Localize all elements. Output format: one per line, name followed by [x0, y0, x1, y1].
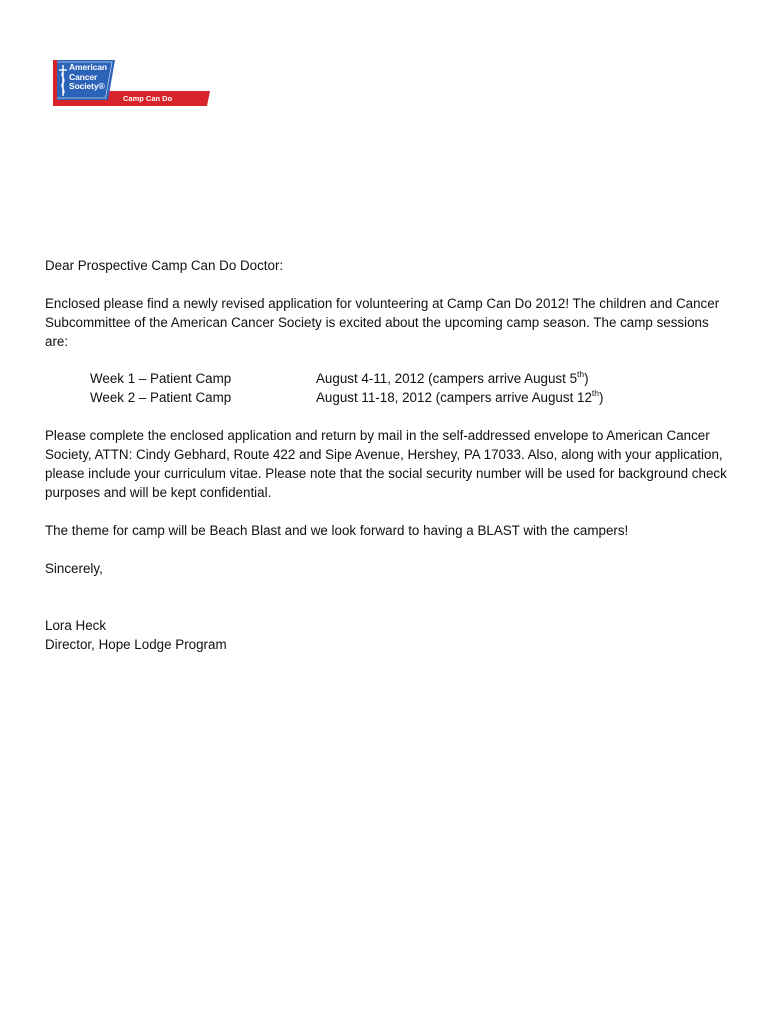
- session-dates-close: ): [584, 371, 589, 386]
- salutation: Dear Prospective Camp Can Do Doctor:: [45, 258, 284, 273]
- logo-program-name: Camp Can Do: [123, 94, 173, 103]
- session-row: [90, 369, 603, 388]
- theme-paragraph: The theme for camp will be Beach Blast and we look forward to having a BLAST with the campers!: [45, 523, 629, 538]
- signer-title: Director, Hope Lodge Program: [45, 637, 227, 652]
- session-dates-close: ): [599, 390, 604, 405]
- camp-sessions-table: [90, 369, 603, 407]
- logo-line-2: Cancer: [69, 71, 98, 82]
- ordinal-suffix: th: [591, 387, 599, 398]
- letter-body: [45, 256, 735, 654]
- session-row: [90, 388, 603, 407]
- session-dates-text: August 11-18, 2012 (campers arrive August 12: [316, 390, 592, 405]
- intro-paragraph: Enclosed please find a newly revised application for volunteering at Camp Can Do 2012! The children and Cancer Subcommittee of the American Cancer Society is excited about the upcoming camp season. The camp sessions are:: [45, 296, 720, 349]
- american-cancer-society-logo: [53, 60, 213, 108]
- logo-line-3: Society®: [69, 81, 105, 91]
- instructions-paragraph: Please complete the enclosed application and return by mail in the self-addressed envelope to American Cancer Society, ATTN: Cindy Gebhard, Route 422 and Sipe Avenue, Hershey, PA 17033. Also, along with your application, please include your curriculum vitae. Please note that the social security number will be used for background check purposes and will be kept confidential.: [45, 428, 727, 500]
- logo-line-1: American: [69, 62, 107, 72]
- session-week: Week 2 – Patient Camp: [90, 390, 232, 405]
- closing: Sincerely,: [45, 561, 103, 576]
- ordinal-suffix: th: [577, 368, 585, 379]
- session-dates-text: August 4-11, 2012 (campers arrive August 5: [316, 371, 578, 386]
- signature-block: [45, 616, 735, 654]
- session-dates: [316, 388, 603, 407]
- logo-organization-name: [69, 63, 107, 92]
- signer-name: Lora Heck: [45, 618, 107, 633]
- session-dates: [316, 369, 603, 388]
- session-week: Week 1 – Patient Camp: [90, 371, 232, 386]
